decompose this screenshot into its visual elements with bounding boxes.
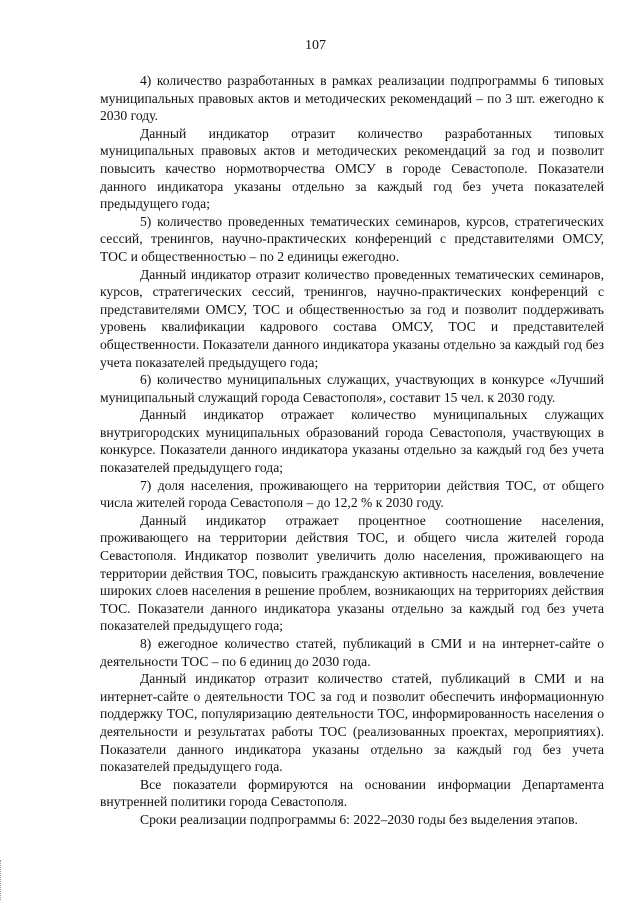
paragraph-item-6-description: Данный индикатор отражает количество муниципальных служащих внутригородских муниципальных образований города Севастополя, участвующих в конкурсе. Показатели данного индикатора указаны отдельно за каждый год без учета показателей предыдущего года; [100, 407, 604, 476]
page-number: 107 [305, 38, 326, 53]
paragraph-item-4-description: Данный индикатор отразит количество разработанных типовых муниципальных правовых актов и методических рекомендаций за год и позволит повысить качество нормотворчества ОМСУ в городе Севастополе. Показатели данного индикатора указаны отдельно за каждый год без учета показателей предыдущего года; [100, 125, 604, 212]
paragraph-item-5: 5) количество проведенных тематических семинаров, курсов, стратегических сессий, тренингов, научно-практических конференций с представителями ОМСУ, ТОС и общественностью – по 2 единицы ежегодно. [100, 213, 604, 264]
paragraph-item-6: 6) количество муниципальных служащих, участвующих в конкурсе «Лучший муниципальный служащий города Севастополя», составит 15 чел. к 2030 году. [100, 372, 604, 405]
scan-edge-mark [0, 860, 7, 900]
paragraph-item-4: 4) количество разработанных в рамках реализации подпрограммы 6 типовых муниципальных правовых актов и методических рекомендаций – по 3 шт. ежегодно к 2030 году. [100, 73, 604, 124]
paragraph-data-source: Все показатели формируются на основании информации Департамента внутренней политики города Севастополя. [100, 776, 604, 810]
paragraph-item-7-description: Данный индикатор отражает процентное соотношение населения, проживающего на территории действия ТОС, и общего числа жителей города Севастополя. Индикатор позволит увеличить долю населения, проживающего на территории действия ТОС, повысить гражданскую активность населения, вовлечение широких слоев населения в решение проблем, возникающих на территориях действия ТОС. Показатели данного индикатора указаны отдельно за каждый год без учета показателей предыдущего года; [100, 512, 604, 634]
paragraph-implementation-period: Сроки реализации подпрограммы 6: 2022–2030 годы без выделения этапов. [140, 811, 578, 827]
paragraph-item-7: 7) доля населения, проживающего на территории действия ТОС, от общего числа жителей города Севастополя – до 12,2 % к 2030 году. [100, 477, 604, 511]
paragraph-item-5-description: Данный индикатор отразит количество проведенных тематических семинаров, курсов, стратегических сессий, тренингов, научно-практических конференций с представителями ОМСУ, ТОС и общественностью за год и позволит поддерживать уровень квалификации кадрового состава ОМСУ, ТОС и представителей общественности. Показатели данного индикатора указаны отдельно за каждый год без учета показателей предыдущего года; [100, 266, 604, 370]
paragraph-item-8: 8) ежегодное количество статей, публикаций в СМИ и на интернет-сайте о деятельности ТОС – по 6 единиц до 2030 года. [100, 636, 604, 669]
paragraph-item-8-description: Данный индикатор отразит количество статей, публикаций в СМИ и на интернет-сайте о деятельности ТОС за год и позволит обеспечить информационную поддержку ТОС, популяризацию деятельности ТОС, информированность населения о деятельности и результатах работы ТОС (реализованных проектах, мероприятиях). Показатели данного индикатора указаны отдельно за каждый год без учета показателей предыдущего года. [100, 671, 604, 775]
document-body [100, 72, 604, 829]
